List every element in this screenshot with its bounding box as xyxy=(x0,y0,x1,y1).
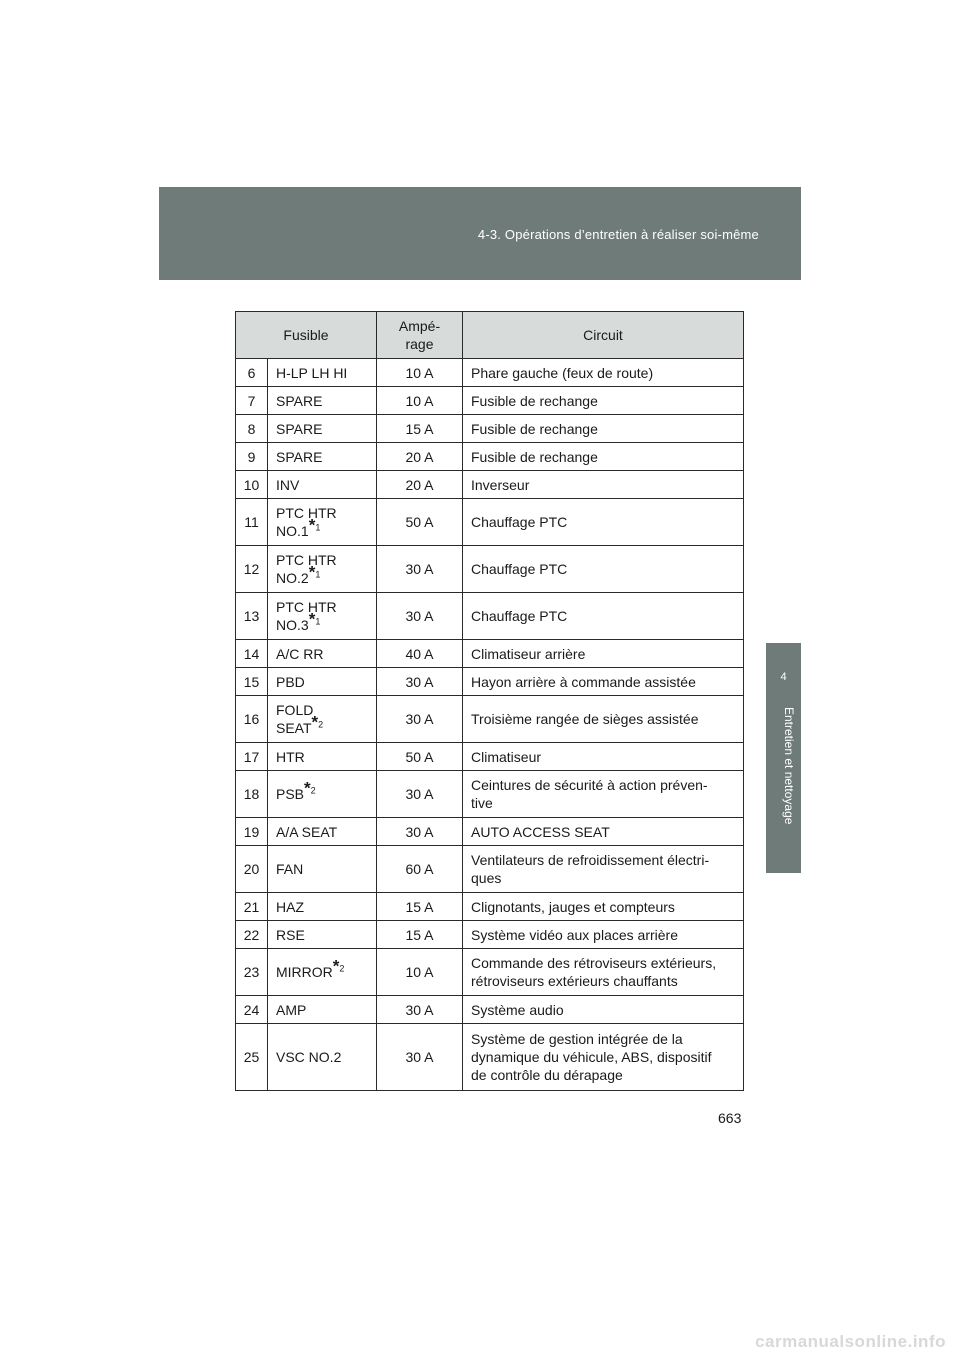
fuse-number: 10 xyxy=(236,471,268,499)
fuse-name xyxy=(268,921,377,949)
table-row xyxy=(236,743,744,771)
fuse-name-text: RSE xyxy=(276,926,305,943)
fuse-amperage: 30 A xyxy=(377,818,463,846)
fuse-name-text: AMP xyxy=(276,1001,307,1018)
fuse-name-text: PTC HTR NO.3 xyxy=(276,599,337,633)
watermark: carmanualsonline.info xyxy=(755,1332,946,1351)
fuse-name xyxy=(268,546,377,593)
fuse-circuit: Chauffage PTC xyxy=(463,593,744,640)
fuse-name xyxy=(268,1024,377,1091)
fuse-circuit: Troisième rangée de sièges assistée xyxy=(463,696,744,743)
fuse-name-text: VSC NO.2 xyxy=(276,1049,342,1065)
chapter-side-tab xyxy=(766,643,801,873)
fuse-number: 25 xyxy=(236,1024,268,1091)
fuse-name xyxy=(268,387,377,415)
fuse-number: 20 xyxy=(236,846,268,893)
table-row xyxy=(236,499,744,546)
fuse-name-text: PSB xyxy=(276,786,305,802)
fuse-name-text: A/A SEAT xyxy=(276,823,338,840)
table-row xyxy=(236,443,744,471)
fuse-name-text: PTC HTR NO.2 xyxy=(276,552,337,586)
table-row xyxy=(236,546,744,593)
fuse-number: 16 xyxy=(236,696,268,743)
fuse-amperage: 40 A xyxy=(377,640,463,668)
fuse-name xyxy=(268,893,377,921)
footnote-star-icon: * xyxy=(311,712,319,732)
fuse-number: 8 xyxy=(236,415,268,443)
fuse-circuit: Hayon arrière à commande assistée xyxy=(463,668,744,696)
section-title: 4-3. Opérations d’entretien à réaliser soi-même xyxy=(477,227,759,242)
fuse-amperage: 30 A xyxy=(377,996,463,1024)
fuse-amperage: 50 A xyxy=(377,499,463,546)
footnote-star-icon: * xyxy=(308,515,316,535)
table-row xyxy=(236,668,744,696)
table-row xyxy=(236,846,744,893)
fuse-amperage: 10 A xyxy=(377,387,463,415)
fuse-circuit: Inverseur xyxy=(463,471,744,499)
fuse-amperage: 20 A xyxy=(377,471,463,499)
table-row xyxy=(236,921,744,949)
fuse-name xyxy=(268,949,377,996)
fuse-name xyxy=(268,640,377,668)
fuse-amperage: 30 A xyxy=(377,668,463,696)
fuse-circuit: Ventilateurs de refroidissement électri- ques xyxy=(463,846,744,893)
fuse-circuit: Fusible de rechange xyxy=(463,443,744,471)
fuse-amperage: 30 A xyxy=(377,546,463,593)
fuse-name xyxy=(268,846,377,893)
fuse-name-text: A/C RR xyxy=(276,645,324,662)
fuse-amperage: 10 A xyxy=(377,359,463,387)
fuse-circuit: Clignotants, jauges et compteurs xyxy=(463,893,744,921)
fuse-number: 13 xyxy=(236,593,268,640)
fuse-circuit: Climatiseur xyxy=(463,743,744,771)
footnote-number: 2 xyxy=(310,785,316,796)
footnote-number: 1 xyxy=(315,616,321,627)
table-row xyxy=(236,593,744,640)
fuse-name-text: HAZ xyxy=(276,898,304,915)
table-row xyxy=(236,771,744,818)
fuse-number: 23 xyxy=(236,949,268,996)
footnote-star-icon: * xyxy=(308,609,316,629)
fuse-number: 9 xyxy=(236,443,268,471)
fuse-number: 7 xyxy=(236,387,268,415)
footnote-star-icon: * xyxy=(304,778,311,798)
fuse-amperage: 30 A xyxy=(377,696,463,743)
fuse-circuit: Système audio xyxy=(463,996,744,1024)
fuse-amperage: 30 A xyxy=(377,593,463,640)
fuse-name xyxy=(268,996,377,1024)
fuse-circuit: Système vidéo aux places arrière xyxy=(463,921,744,949)
fuse-name xyxy=(268,668,377,696)
fuse-name-text: PBD xyxy=(276,673,305,690)
fuse-number: 19 xyxy=(236,818,268,846)
fuse-name xyxy=(268,771,377,818)
header-circuit: Circuit xyxy=(463,312,744,359)
fuse-number: 17 xyxy=(236,743,268,771)
fuse-amperage: 60 A xyxy=(377,846,463,893)
fuse-name xyxy=(268,443,377,471)
header-fuse: Fusible xyxy=(236,312,377,359)
fuse-circuit: Climatiseur arrière xyxy=(463,640,744,668)
fuse-number: 24 xyxy=(236,996,268,1024)
footnote-number: 1 xyxy=(315,569,321,580)
table-row xyxy=(236,640,744,668)
fuse-name-text: PTC HTR NO.1 xyxy=(276,505,337,539)
fuse-circuit: Fusible de rechange xyxy=(463,387,744,415)
fuse-amperage: 50 A xyxy=(377,743,463,771)
fuse-amperage: 10 A xyxy=(377,949,463,996)
table-row xyxy=(236,471,744,499)
header-amperage: Ampé- rage xyxy=(377,312,463,359)
fuse-table-body xyxy=(236,359,744,1091)
fuse-name-text: H-LP LH HI xyxy=(276,364,348,381)
fuse-number: 21 xyxy=(236,893,268,921)
table-row xyxy=(236,949,744,996)
footnote-star-icon: * xyxy=(308,562,316,582)
footnote-number: 2 xyxy=(318,719,324,730)
chapter-number: 4 xyxy=(780,671,787,683)
fuse-name-text: FAN xyxy=(276,861,304,877)
fuse-name xyxy=(268,696,377,743)
fuse-name-text: SPARE xyxy=(276,420,323,437)
fuse-amperage: 30 A xyxy=(377,771,463,818)
fuse-name-text: FOLD SEAT xyxy=(276,702,314,736)
fuse-table xyxy=(235,311,744,1091)
table-row xyxy=(236,818,744,846)
fuse-name xyxy=(268,593,377,640)
fuse-circuit: AUTO ACCESS SEAT xyxy=(463,818,744,846)
fuse-name xyxy=(268,359,377,387)
table-row xyxy=(236,359,744,387)
fuse-name xyxy=(268,415,377,443)
fuse-circuit: Commande des rétroviseurs extérieurs, rétroviseurs extérieurs chauffants xyxy=(463,949,744,996)
fuse-number: 14 xyxy=(236,640,268,668)
fuse-name-text: SPARE xyxy=(276,448,323,465)
fuse-number: 22 xyxy=(236,921,268,949)
table-row xyxy=(236,893,744,921)
fuse-circuit: Phare gauche (feux de route) xyxy=(463,359,744,387)
fuse-number: 12 xyxy=(236,546,268,593)
fuse-circuit: Fusible de rechange xyxy=(463,415,744,443)
section-header-band xyxy=(159,187,801,280)
footnote-number: 2 xyxy=(339,963,345,974)
fuse-name-text: MIRROR xyxy=(276,964,333,980)
fuse-amperage: 20 A xyxy=(377,443,463,471)
footnote-number: 1 xyxy=(315,522,321,533)
fuse-amperage: 15 A xyxy=(377,415,463,443)
fuse-number: 15 xyxy=(236,668,268,696)
chapter-label: Entretien et nettoyage xyxy=(782,707,796,825)
page-number: 663 xyxy=(718,1110,742,1126)
fuse-circuit: Chauffage PTC xyxy=(463,546,744,593)
table-row xyxy=(236,696,744,743)
table-row xyxy=(236,996,744,1024)
table-row xyxy=(236,1024,744,1091)
fuse-name xyxy=(268,743,377,771)
fuse-number: 11 xyxy=(236,499,268,546)
fuse-name-text: INV xyxy=(276,476,300,493)
footnote-star-icon: * xyxy=(332,956,340,976)
fuse-name-text: SPARE xyxy=(276,392,323,409)
fuse-amperage: 15 A xyxy=(377,893,463,921)
table-row xyxy=(236,415,744,443)
fuse-circuit: Chauffage PTC xyxy=(463,499,744,546)
table-row xyxy=(236,387,744,415)
table-header-row xyxy=(236,312,744,359)
fuse-amperage: 15 A xyxy=(377,921,463,949)
fuse-number: 6 xyxy=(236,359,268,387)
fuse-name xyxy=(268,818,377,846)
fuse-name-text: HTR xyxy=(276,748,305,765)
fuse-circuit: Ceintures de sécurité à action préven- tive xyxy=(463,771,744,818)
fuse-number: 18 xyxy=(236,771,268,818)
fuse-amperage: 30 A xyxy=(377,1024,463,1091)
fuse-name xyxy=(268,471,377,499)
fuse-circuit: Système de gestion intégrée de la dynamique du véhicule, ABS, dispositif de contrôle du dérapage xyxy=(463,1024,744,1091)
fuse-name xyxy=(268,499,377,546)
